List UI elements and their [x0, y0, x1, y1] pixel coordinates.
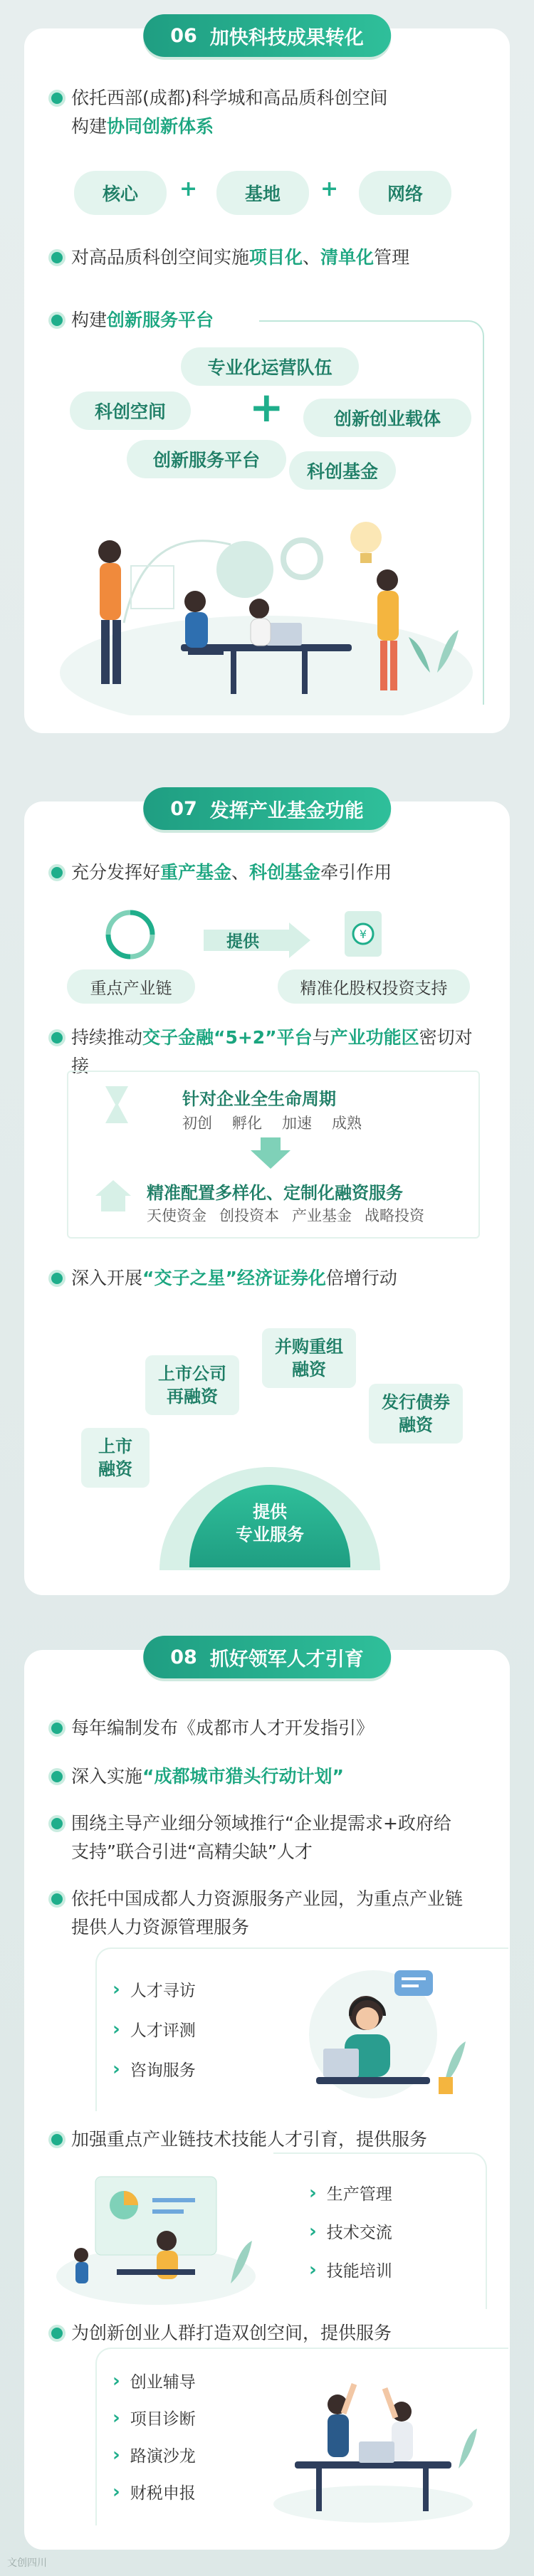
section-08-header	[143, 1636, 391, 1678]
svg-text:¥: ¥	[359, 927, 367, 941]
box-bond-financing: 发行债券 融资	[369, 1384, 463, 1444]
s07-b2-hl2: 产业功能区	[330, 1027, 419, 1048]
platform-chip-service: 创新服务平台	[127, 440, 286, 478]
s08-b4-line1: 依托中国成都人力资源服务产业园，为重点产业链	[71, 1888, 464, 1909]
s07-b2-hl1: 交子金融“5+2”平台	[142, 1027, 313, 1048]
stage1-item: 孵化	[232, 1115, 262, 1132]
section-08-card	[24, 1646, 510, 2550]
s06-b2-text: 对高品质科创空间实施	[71, 247, 250, 268]
s08-bullet-4	[51, 1885, 488, 1942]
section-06-card	[24, 24, 510, 733]
section-08-number: 08	[170, 1646, 197, 1668]
chip-base: 基地	[216, 171, 309, 215]
house-icon	[94, 1177, 132, 1213]
plus-icon: +	[320, 177, 339, 201]
stage1-item: 加速	[282, 1115, 312, 1132]
s06-bullet-2	[51, 243, 488, 272]
flow-right-equity-support: 精准化股权投资支持	[278, 969, 470, 1004]
stage1-title: 针对企业全生命周期	[182, 1089, 336, 1109]
s07-b2-text3: 密切对接	[71, 1027, 473, 1076]
s08-b2-text: 深入实施	[71, 1766, 143, 1787]
section-06-number: 06	[170, 24, 197, 47]
s07-b1-sep: 、	[231, 862, 250, 883]
section-07-header	[143, 787, 391, 830]
platform-chip-space: 科创空间	[70, 391, 191, 430]
s07-b3-text2: 倍增行动	[325, 1268, 397, 1288]
s07-b3-text: 深入开展	[71, 1268, 143, 1288]
s07-b3-hl: “交子之星”经济证券化	[142, 1268, 326, 1288]
section-07-title: 发挥产业基金功能	[209, 799, 364, 822]
investment-doc-icon	[337, 908, 389, 961]
s06-b3-text: 构建	[71, 310, 108, 330]
flow-arrow-label: 提供	[226, 932, 259, 951]
platform-chip-fund: 科创基金	[289, 451, 396, 490]
chip-network: 网络	[359, 171, 451, 215]
list3-item-roadshow-salon: › 路演沙龙	[112, 2443, 196, 2466]
s08-b3-line1: 围绕主导产业细分领域推行“企业提需求+政府给	[71, 1813, 451, 1834]
stage2-title: 精准配置多样化、定制化融资服务	[147, 1183, 403, 1203]
headset-agent-illustration	[273, 1956, 473, 2106]
presentation-illustration	[53, 2162, 259, 2305]
list2-item-tech-exchange: › 技术交流	[309, 2219, 392, 2243]
hourglass-icon	[103, 1083, 131, 1126]
stage2-item: 产业基金	[292, 1207, 352, 1224]
s08-bullet-3	[51, 1809, 488, 1866]
list3-item-tax-filing: › 财税申报	[112, 2480, 196, 2503]
s08-bullet-5: 加强重点产业链技术技能人才引育，提供服务	[51, 2125, 488, 2154]
list3-item-project-diagnosis: › 项目诊断	[112, 2406, 196, 2429]
s07-bullet-1	[51, 858, 488, 887]
box-listed-refinancing: 上市公司 再融资	[145, 1355, 239, 1415]
center-professional-service: 提供 专业服务	[189, 1485, 350, 1567]
stage2-items	[147, 1204, 424, 1226]
plus-icon: +	[179, 177, 198, 201]
s08-b2-hl: “成都城市猎头行动计划”	[142, 1766, 344, 1787]
s08-bullet-2	[51, 1762, 488, 1791]
cycle-icon	[104, 908, 157, 961]
s06-bullet-1	[51, 84, 488, 141]
plus-icon-large: +	[249, 383, 284, 431]
s07-b1-text2: 牵引作用	[320, 862, 392, 883]
s08-b4-line2: 提供人力资源管理服务	[71, 1917, 250, 1938]
s06-b1-highlight: 协同创新体系	[107, 116, 214, 137]
section-06-header	[143, 14, 391, 57]
s08-bullet-6: 为创新创业人群打造双创空间，提供服务	[51, 2319, 488, 2348]
teamwork-illustration	[53, 495, 480, 715]
down-arrow-icon	[251, 1137, 290, 1169]
section-08-title: 抓好领军人才引育	[209, 1648, 364, 1671]
platform-chip-carrier: 创新创业载体	[303, 399, 471, 437]
stage1-item: 成熟	[332, 1115, 362, 1132]
section-06-title: 加快科技成果转化	[209, 26, 364, 49]
s07-b1-text: 充分发挥好	[71, 862, 161, 883]
s07-b2-text: 持续推动	[71, 1027, 143, 1048]
high-five-illustration	[266, 2362, 480, 2525]
chip-core: 核心	[74, 171, 167, 215]
s06-b2-hl1: 项目化	[249, 247, 303, 268]
stage1-item: 初创	[182, 1115, 212, 1132]
s06-bullet-1-line1: 依托西部(成都)科学城和高品质科创空间	[71, 88, 388, 108]
list1-item-talent-search: › 人才寻访	[112, 1977, 196, 2001]
s08-bullet-1: 每年编制发布《成都市人才开发指引》	[51, 1714, 488, 1742]
section-07-card	[24, 797, 510, 1595]
list1-item-consulting: › 咨询服务	[112, 2057, 196, 2081]
section-07-number: 07	[170, 797, 197, 820]
stage2-item: 天使资金	[147, 1207, 206, 1224]
list2-item-production-management: › 生产管理	[309, 2181, 392, 2204]
box-ipo-financing: 上市 融资	[81, 1428, 150, 1488]
s07-bullet-3	[51, 1264, 488, 1293]
box-merger-financing: 并购重组 融资	[262, 1328, 356, 1388]
s06-b3-hl: 创新服务平台	[107, 310, 214, 330]
stage2-item: 创投资本	[219, 1207, 279, 1224]
flow-left-industry-chain: 重点产业链	[67, 969, 195, 1004]
platform-chip-ops-team: 专业化运营队伍	[181, 347, 359, 386]
s06-bullet-1-line2	[71, 112, 488, 141]
s07-b1-hl2: 科创基金	[249, 862, 321, 883]
s06-b1-text: 构建	[71, 116, 108, 137]
s06-b2-text2: 管理	[374, 247, 410, 268]
s07-b1-hl1: 重产基金	[160, 862, 232, 883]
list1-item-talent-assessment: › 人才评测	[112, 2017, 196, 2041]
s06-b2-hl2: 清单化	[320, 247, 375, 268]
list3-item-startup-coaching: › 创业辅导	[112, 2369, 196, 2392]
stage1-items	[182, 1112, 362, 1133]
s08-b3-line2: 支持”联合引进“高精尖缺”人才	[71, 1841, 313, 1862]
s06-b2-sep: 、	[303, 247, 321, 268]
stage2-item: 战略投资	[365, 1207, 424, 1224]
list2-item-skills-training: › 技能培训	[309, 2258, 392, 2281]
s07-b2-text2: 与	[312, 1027, 330, 1048]
watermark-logo: 文创四川	[7, 2557, 47, 2569]
